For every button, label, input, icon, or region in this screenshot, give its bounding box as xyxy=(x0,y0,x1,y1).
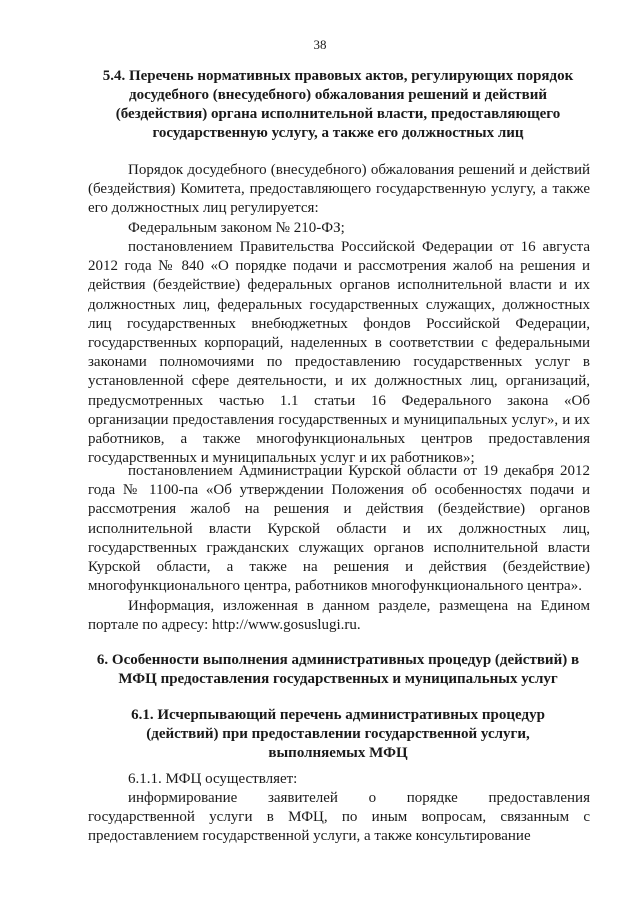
section-5-4-intro: Порядок досудебного (внесудебного) обжалования решений и действий (бездействия) Комитета, предоставляющего государственную услугу, а также его должностных лиц регулируется: xyxy=(88,162,590,217)
section-6-1-heading: 6.1. Исчерпывающий перечень административных процедур (действий) при предоставлении государственной услуги, выполняемых МФЦ xyxy=(131,707,545,761)
page-number: 38 xyxy=(313,37,327,52)
portal-info: Информация, изложенная в данном разделе, размещена на Едином портале по адресу: http://www.gosuslugi.ru. xyxy=(88,598,590,634)
law-item-decree-1100-pa: постановлением Администрации Курской области от 19 декабря 2012 года № 1100-па «Об утверждении Положения об особенностях подачи и рассмотрения жалоб на решения и действия (бездействие) органов исполнительной власти Курской области и их должностных лиц, государственных гражданских служащих органов исполнительной власти Курской области, а также на решения и действия (бездействие) многофункционального центра, работников многофункционального центра». xyxy=(88,463,590,595)
mfc-informing-text: информирование заявителей о порядке предоставления государственной услуги в МФЦ, по иным вопросам, связанным с предоставлением государственной услуги, а также консультирование xyxy=(88,790,590,845)
item-6-1-1: 6.1.1. МФЦ осуществляет: xyxy=(128,771,298,787)
law-item-decree-840: постановлением Правительства Российской Федерации от 16 августа 2012 года № 840 «О порядке подачи и рассмотрения жалоб на решения и действия (бездействие) федеральных органов исполнительной власти и их должностных лиц, федеральных государственных служащих, должностных лиц государственных внебюджетных фондов Российской Федерации, государственных корпораций, наделенных в соответствии с федеральными законами полномочиями по предоставлению государственных услуг в установленной сфере деятельности, и их должностных лиц, организаций, предусмотренных частью 1.1 статьи 16 Федерального закона «Об организации предоставления государственных и муниципальных услуг», и их работников, а также многофункциональных центров предоставления государственных и муниципальных услуг и их работников»; xyxy=(88,239,590,467)
law-item-210-fz: Федеральным законом № 210-ФЗ; xyxy=(128,220,345,236)
section-5-4-heading: 5.4. Перечень нормативных правовых актов, регулирующих порядок досудебного (внесудебного) обжалования решений и действий (бездействия) органа исполнительной власти, предоставляющего государственную услугу, а также его должностных лиц xyxy=(102,68,574,141)
section-6-heading: 6. Особенности выполнения административных процедур (действий) в МФЦ предоставления государственных и муниципальных услуг xyxy=(96,652,580,687)
